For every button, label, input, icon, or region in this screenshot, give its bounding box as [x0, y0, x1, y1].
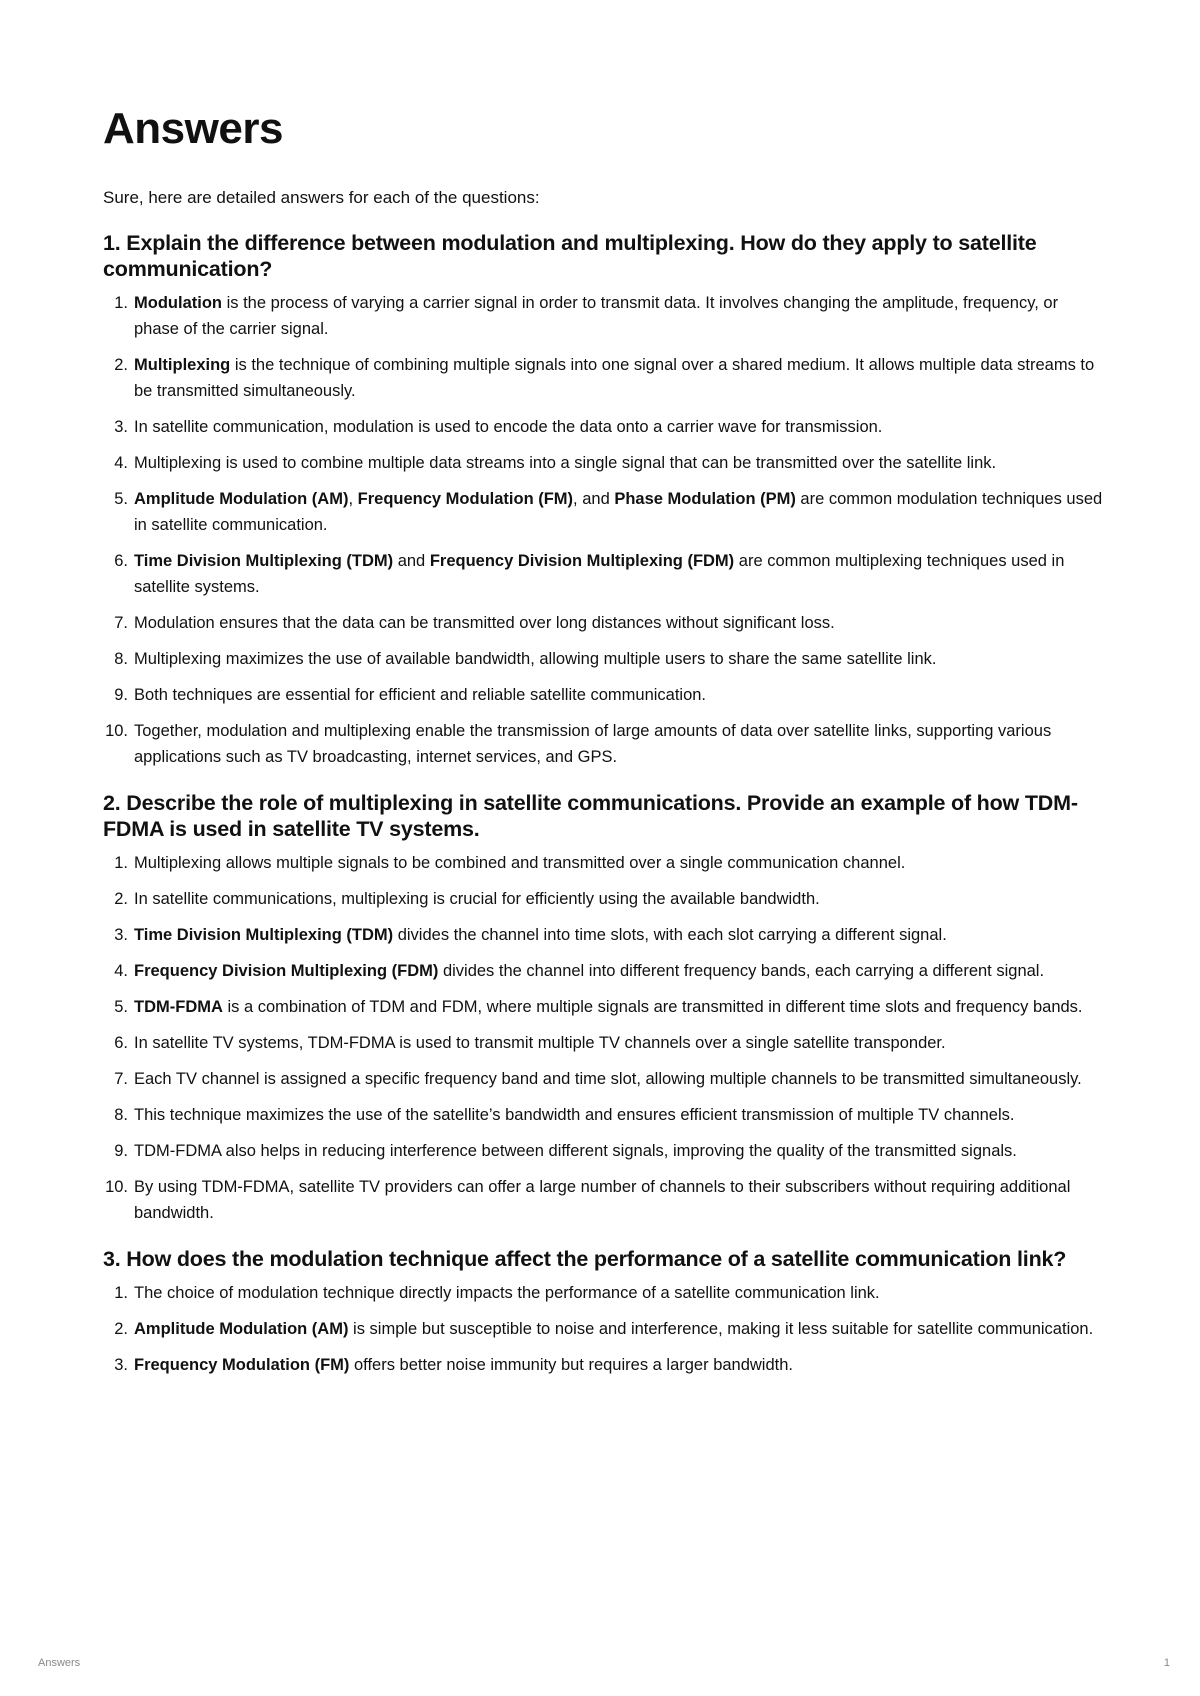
- list-item-text: is a combination of TDM and FDM, where multiple signals are transmitted in different time slots and frequency bands.: [222, 998, 1083, 1016]
- section-heading: 2. Describe the role of multiplexing in satellite communications. Provide an example of how TDM-FDMA is used in satellite TV systems.: [103, 791, 1078, 841]
- bold-term: Frequency Modulation (FM): [134, 1356, 350, 1374]
- list-item-text: offers better noise immunity but requires a larger bandwidth.: [349, 1356, 793, 1374]
- list-item-number: 10.: [105, 1178, 128, 1196]
- list-item-number: 2.: [114, 356, 128, 374]
- list-item: [103, 850, 1103, 876]
- list-item: [103, 1030, 1103, 1056]
- list-item: [103, 548, 1103, 600]
- answer-sections: [103, 230, 1103, 1378]
- answer-list: [103, 1280, 1103, 1378]
- list-item-number: 1.: [114, 1284, 128, 1302]
- list-item-text: By using TDM-FDMA, satellite TV providers can offer a large number of channels to their subscribers without requiring additional bandwidth.: [134, 1178, 1071, 1222]
- list-item: [103, 450, 1103, 476]
- list-item-text: TDM-FDMA also helps in reducing interference between different signals, improving the quality of the transmitted signals.: [134, 1142, 1017, 1160]
- list-item: [103, 414, 1103, 440]
- list-item-number: 5.: [114, 998, 128, 1016]
- list-item-text: Both techniques are essential for efficient and reliable satellite communication.: [134, 686, 707, 704]
- list-item: [103, 486, 1103, 538]
- page-title: Answers: [103, 104, 283, 153]
- list-item-number: 6.: [114, 1034, 128, 1052]
- list-item-number: 8.: [114, 650, 128, 668]
- list-item: [103, 352, 1103, 404]
- list-item-number: 3.: [114, 1356, 128, 1374]
- list-item: [103, 958, 1103, 984]
- list-item-number: 3.: [114, 418, 128, 436]
- page-number: 1: [1163, 1657, 1170, 1669]
- list-item-text: is simple but susceptible to noise and interference, making it less suitable for satellite communication.: [348, 1320, 1094, 1338]
- list-item-text: and: [393, 552, 430, 570]
- section-heading: 1. Explain the difference between modulation and multiplexing. How do they apply to satellite communication?: [103, 231, 1037, 281]
- list-item-text: In satellite communications, multiplexing is crucial for efficiently using the available bandwidth.: [134, 890, 820, 908]
- list-item-number: 1.: [114, 854, 128, 872]
- list-item-number: 4.: [114, 962, 128, 980]
- list-item-number: 1.: [114, 294, 128, 312]
- intro-text: Sure, here are detailed answers for each of the questions:: [103, 188, 540, 207]
- list-item: [103, 1280, 1103, 1306]
- document-page: [103, 96, 1103, 1388]
- list-item-text: This technique maximizes the use of the satellite’s bandwidth and ensures efficient transmission of multiple TV channels.: [134, 1106, 1015, 1124]
- list-item-text: In satellite communication, modulation is used to encode the data onto a carrier wave for transmission.: [134, 418, 883, 436]
- footer-label: Answers: [38, 1657, 81, 1669]
- list-item-number: 5.: [114, 490, 128, 508]
- list-item-text: , and: [573, 490, 615, 508]
- list-item-text: divides the channel into time slots, with each slot carrying a different signal.: [393, 926, 947, 944]
- list-item-number: 7.: [114, 614, 128, 632]
- list-item-text: Each TV channel is assigned a specific frequency band and time slot, allowing multiple channels to be transmitted simultaneously.: [134, 1070, 1082, 1088]
- list-item: [103, 1138, 1103, 1164]
- list-item-text: is the process of varying a carrier signal in order to transmit data. It involves changing the amplitude, frequency, or phase of the carrier signal.: [134, 294, 1059, 338]
- list-item-number: 10.: [105, 722, 128, 740]
- list-item-text: Multiplexing allows multiple signals to be combined and transmitted over a single communication channel.: [134, 854, 906, 872]
- answer-list: [103, 850, 1103, 1226]
- list-item-number: 2.: [114, 890, 128, 908]
- list-item-number: 6.: [114, 552, 128, 570]
- bold-term: Multiplexing: [134, 356, 231, 374]
- list-item-text: is the technique of combining multiple signals into one signal over a shared medium. It allows multiple data streams to be transmitted simultaneously.: [134, 356, 1095, 400]
- list-item-text: In satellite TV systems, TDM-FDMA is used to transmit multiple TV channels over a single satellite transponder.: [134, 1034, 946, 1052]
- list-item: [103, 610, 1103, 636]
- list-item-text: are common multiplexing techniques used in satellite systems.: [134, 552, 1065, 596]
- list-item: [103, 1066, 1103, 1092]
- list-item: [103, 718, 1103, 770]
- list-item-text: ,: [348, 490, 358, 508]
- bold-term: Time Division Multiplexing (TDM): [134, 552, 394, 570]
- list-item-number: 2.: [114, 1320, 128, 1338]
- list-item-number: 7.: [114, 1070, 128, 1088]
- bold-term: Frequency Modulation (FM): [357, 490, 574, 508]
- bold-term: Phase Modulation (PM): [614, 490, 796, 508]
- list-item-number: 4.: [114, 454, 128, 472]
- list-item: [103, 1352, 1103, 1378]
- bold-term: Amplitude Modulation (AM): [134, 1320, 349, 1338]
- list-item-number: 3.: [114, 926, 128, 944]
- bold-term: Amplitude Modulation (AM): [134, 490, 349, 508]
- list-item-text: are common modulation techniques used in satellite communication.: [134, 490, 1103, 534]
- section-heading: 3. How does the modulation technique affect the performance of a satellite communication link?: [103, 1247, 1067, 1271]
- list-item: [103, 1316, 1103, 1342]
- bold-term: TDM-FDMA: [134, 998, 223, 1016]
- list-item: [103, 290, 1103, 342]
- list-item: [103, 994, 1103, 1020]
- list-item-text: Modulation ensures that the data can be transmitted over long distances without significant loss.: [134, 614, 835, 632]
- bold-term: Frequency Division Multiplexing (FDM): [429, 552, 735, 570]
- bold-term: Frequency Division Multiplexing (FDM): [134, 962, 439, 980]
- list-item-number: 9.: [114, 1142, 128, 1160]
- answer-list: [103, 290, 1103, 770]
- list-item: [103, 886, 1103, 912]
- list-item-text: Multiplexing maximizes the use of available bandwidth, allowing multiple users to share the same satellite link.: [134, 650, 937, 668]
- bold-term: Modulation: [134, 294, 222, 312]
- list-item: [103, 1102, 1103, 1128]
- list-item: [103, 922, 1103, 948]
- list-item-text: divides the channel into different frequency bands, each carrying a different signal.: [438, 962, 1045, 980]
- list-item-text: The choice of modulation technique directly impacts the performance of a satellite communication link.: [134, 1284, 880, 1302]
- list-item-number: 9.: [114, 686, 128, 704]
- list-item-text: Together, modulation and multiplexing enable the transmission of large amounts of data over satellite links, supporting various applications such as TV broadcasting, internet services, and GPS.: [134, 722, 1052, 766]
- bold-term: Time Division Multiplexing (TDM): [134, 926, 394, 944]
- list-item: [103, 646, 1103, 672]
- list-item-text: Multiplexing is used to combine multiple data streams into a single signal that can be transmitted over the satellite link.: [134, 454, 997, 472]
- list-item: [103, 1174, 1103, 1226]
- list-item-number: 8.: [114, 1106, 128, 1124]
- list-item: [103, 682, 1103, 708]
